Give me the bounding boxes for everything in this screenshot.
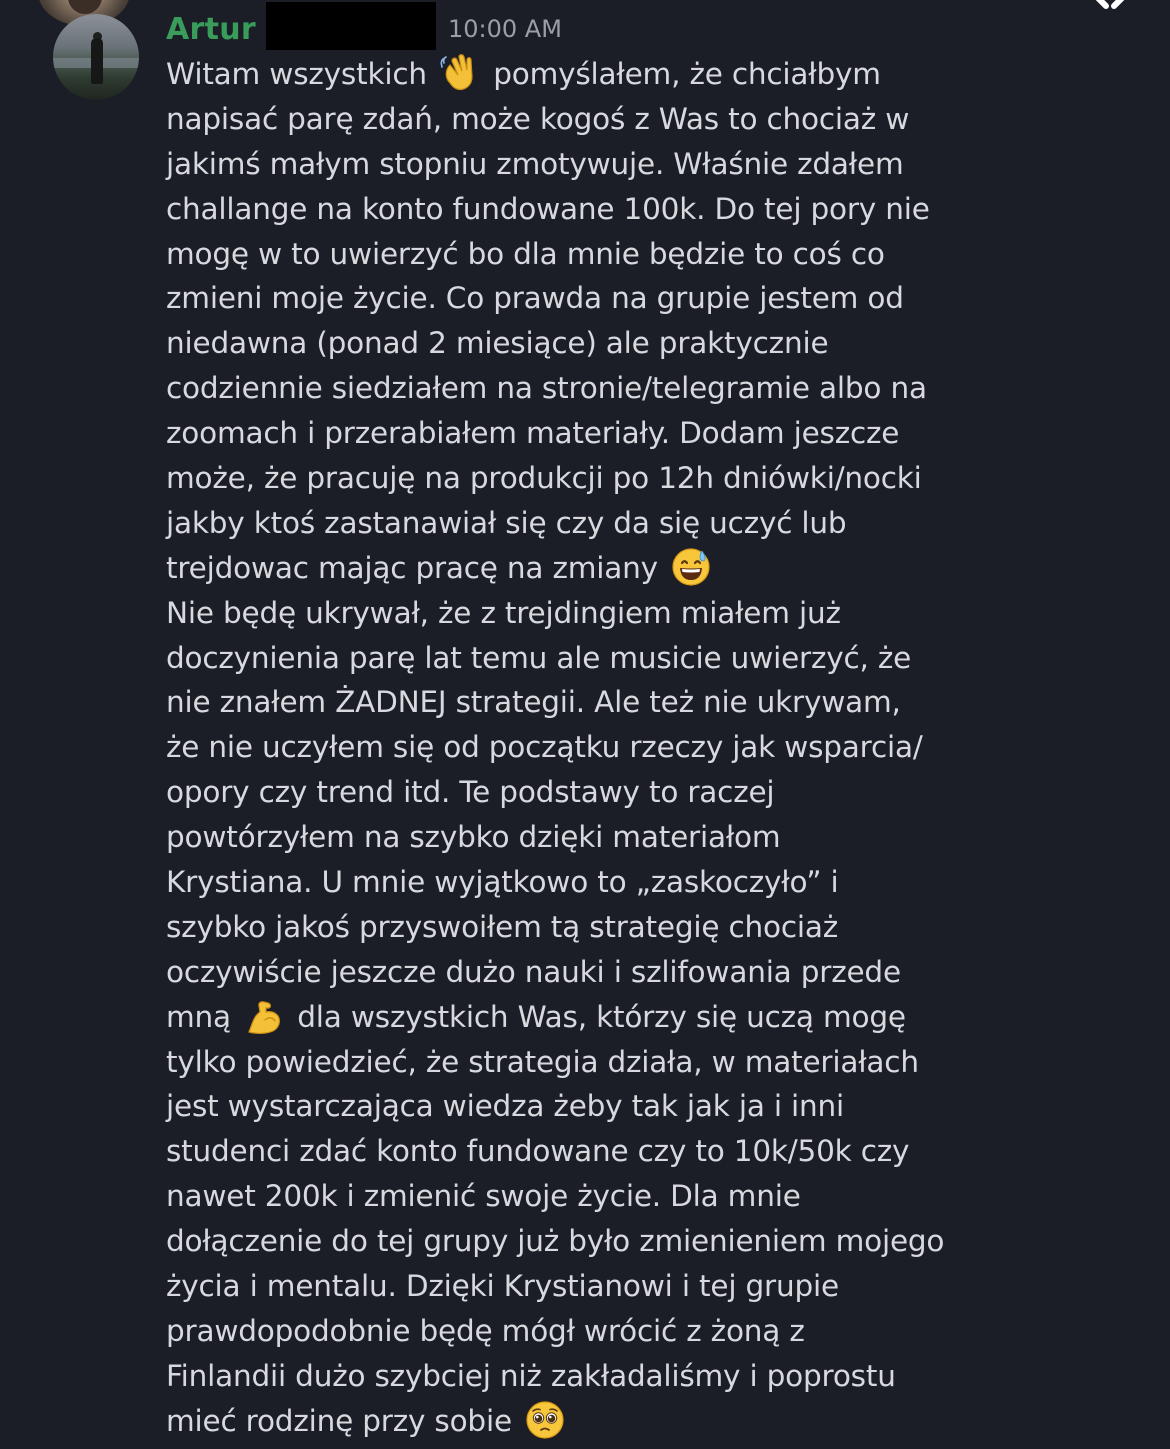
message-line [166, 636, 946, 681]
message-text: challange na konto fundowane 100k. Do tej pory nie [166, 191, 930, 226]
message-text: tylko powiedzieć, że strategia działa, w materiałach [166, 1044, 919, 1079]
message-line [166, 770, 946, 815]
message-text: że nie uczyłem się od początku rzeczy jak wsparcia/ [166, 730, 923, 765]
waving-hand-icon [440, 53, 480, 93]
message-line [166, 1129, 946, 1174]
message-text: dołączenie do tej grupy już było zmienieniem mojego [166, 1224, 945, 1259]
message-line [166, 456, 946, 501]
message-text: zoomach i przerabiałem materiały. Dodam jeszcze [166, 416, 900, 451]
message-line [166, 680, 946, 725]
message-text: studenci zdać konto fundowane czy to 10k/50k czy [166, 1134, 910, 1169]
message-line [166, 815, 946, 860]
message-line [166, 366, 946, 411]
message-line [166, 725, 946, 770]
message-text: Nie będę ukrywał, że z trejdingiem miałem już [166, 595, 841, 630]
message-line [166, 1219, 946, 1264]
avatar-person [91, 38, 103, 84]
message-text: może, że pracuję na produkcji po 12h dniówki/nocki [166, 461, 922, 496]
message-text: życia i mentalu. Dzięki Krystianowi i tej grupie [166, 1269, 839, 1304]
message-text: jest wystarczająca wiedza żeby tak jak ja i inni [166, 1089, 845, 1124]
message-line [166, 546, 946, 591]
flexed-biceps-icon [244, 996, 284, 1036]
message-text: doczynienia parę lat temu ale musicie uwierzyć, że [166, 640, 912, 675]
message-line [166, 411, 946, 456]
message-text: zmieni moje życie. Co prawda na grupie jestem od [166, 281, 904, 316]
message-text: Krystiana. U mnie wyjątkowo to „zaskoczyło” i [166, 865, 839, 900]
message-text: nie znałem ŻADNEJ strategii. Ale też nie ukrywam, [166, 685, 901, 720]
message-text: trejdowac mając pracę na zmiany [166, 550, 668, 585]
message-line [166, 232, 946, 277]
message-line [166, 1309, 946, 1354]
message-body [166, 52, 946, 1444]
grinning-sweat-face-icon [671, 547, 711, 587]
message-line [166, 501, 946, 546]
redacted-surname [266, 2, 436, 50]
message-line [166, 321, 946, 366]
message-text: powtórzyłem na szybko dzięki materiałom [166, 820, 781, 855]
close-icon[interactable] [1078, 0, 1142, 18]
pleading-face-icon [525, 1400, 565, 1440]
avatar[interactable] [53, 14, 139, 100]
message-text: mogę w to uwierzyć bo dla mnie będzie to coś co [166, 236, 885, 271]
message-line [166, 905, 946, 950]
message-line [166, 1399, 946, 1444]
message-text: jakimś małym stopniu zmotywuje. Właśnie zdałem [166, 146, 904, 181]
message-text: pomyślałem, że chciałbym [484, 57, 881, 91]
message-line [166, 1354, 946, 1399]
message-text: nawet 200k i zmienić swoje życie. Dla mnie [166, 1179, 801, 1214]
message-line [166, 1264, 946, 1309]
message-text: oczywiście jeszcze dużo nauki i szlifowania przede [166, 954, 901, 989]
message-line [166, 995, 946, 1040]
message-text: Witam wszystkich [166, 57, 437, 91]
message-line [166, 1040, 946, 1085]
message-timestamp: 10:00 AM [448, 15, 562, 43]
message-text: jakby ktoś zastanawiał się czy da się uczyć lub [166, 505, 847, 540]
message-text: mieć rodzinę przy sobie [166, 1403, 522, 1438]
message-text: mną [166, 999, 241, 1034]
message-text: prawdopodobnie będę mógł wrócić z żoną z [166, 1313, 805, 1348]
message-line [166, 1174, 946, 1219]
message-line [166, 591, 946, 636]
message-text: napisać parę zdań, może kogoś z Was to chociaż w [166, 101, 910, 136]
message-line [166, 97, 946, 142]
message-line [166, 52, 946, 97]
message-header [166, 9, 562, 49]
message-line [166, 276, 946, 321]
message-line [166, 860, 946, 905]
message-text: Finlandii dużo szybciej niż zakładaliśmy i poprostu [166, 1358, 896, 1393]
message-text: codziennie siedziałem na stronie/telegramie albo na [166, 371, 927, 406]
message-text: szybko jakoś przyswoiłem tą strategię chociaż [166, 909, 839, 944]
message-text: opory czy trend itd. Te podstawy to raczej [166, 775, 775, 810]
message-line [166, 1084, 946, 1129]
message-line [166, 142, 946, 187]
message-text: niedawna (ponad 2 miesiące) ale praktycznie [166, 326, 829, 361]
message-text: dla wszystkich Was, którzy się uczą mogę [288, 999, 906, 1034]
author-name[interactable]: Artur [166, 11, 257, 47]
message-line [166, 950, 946, 995]
message-line [166, 187, 946, 232]
